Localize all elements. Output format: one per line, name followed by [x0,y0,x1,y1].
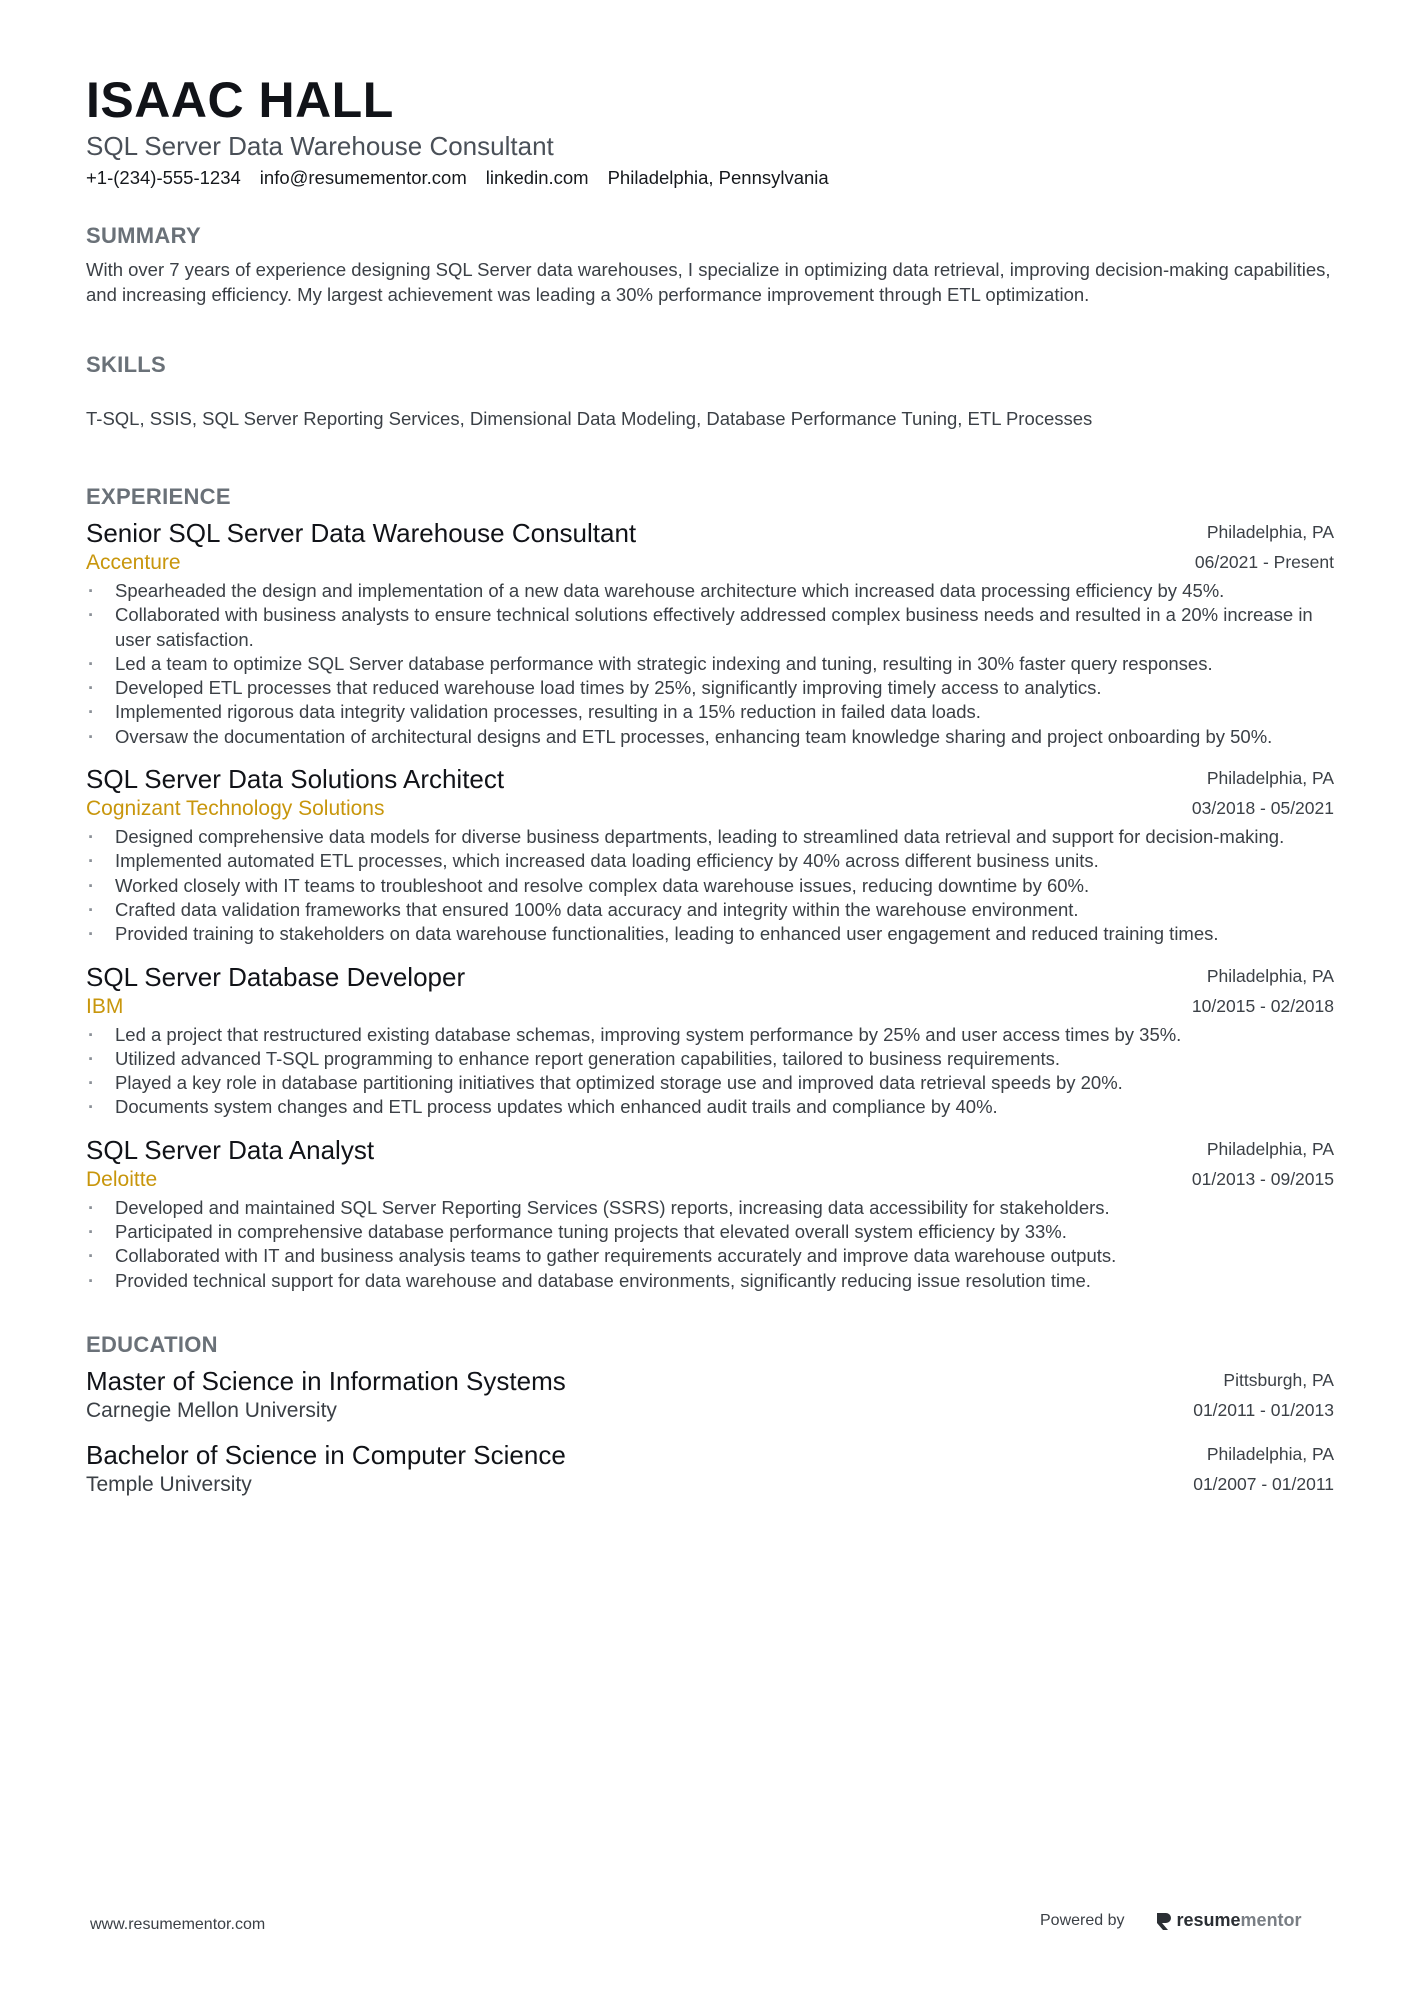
candidate-name: ISAAC HALL [86,72,394,128]
edu-school: Temple University [86,1472,252,1496]
skills-text: T-SQL, SSIS, SQL Server Reporting Services, Dimensional Data Modeling, Database Performance Tuning, ETL Processes [86,408,1093,429]
job-bullets [86,579,1334,749]
edu-location: Pittsburgh, PA [1223,1369,1334,1390]
job-bullet: · Documents system changes and ETL process updates which enhanced audit trails and compliance by 40%. [86,1095,1334,1119]
edu-dates: 01/2011 - 01/2013 [1193,1399,1334,1420]
job-dates: 01/2013 - 09/2015 [1191,1168,1334,1189]
edu-school: Carnegie Mellon University [86,1398,337,1422]
summary-text: With over 7 years of experience designing SQL Server data warehouses, I specialize in optimizing data retrieval, improving decision-making capabilities, and increasing efficiency. My largest achievement was leading a 30% performance improvement through ETL optimization. [86,259,1331,305]
experience-entry [86,961,1334,1120]
job-title: SQL Server Database Developer [86,961,466,992]
experience-entry-header [86,961,1334,1021]
footer-branding [1040,1910,1302,1931]
experience-entry [86,1134,1334,1293]
job-company: Cognizant Technology Solutions [86,797,385,821]
job-location: Philadelphia, PA [1206,768,1334,789]
brand-name-light: mentor [1240,1910,1302,1930]
education-entry [86,1439,1334,1499]
contact-phone: +1-(234)-555-1234 [86,167,241,188]
job-dates: 03/2018 - 05/2021 [1191,798,1334,819]
edu-location: Philadelphia, PA [1206,1443,1334,1464]
job-bullet: · Led a team to optimize SQL Server database performance with strategic indexing and tuning, resulting in 30% faster query responses. [86,652,1334,676]
job-bullet: · Collaborated with business analysts to ensure technical solutions effectively addressed complex business needs and resulted in a 20% increase in user satisfaction. [86,603,1334,652]
job-bullet: · Provided training to stakeholders on data warehouse functionalities, leading to enhanced user engagement and reduced training times. [86,922,1334,946]
job-title: SQL Server Data Solutions Architect [86,764,505,795]
contact-email[interactable]: info@resumementor.com [259,167,467,188]
job-company: Accenture [86,551,181,574]
job-bullet: · Led a project that restructured existing database schemas, improving system performance by 25% and user access times by 35%. [86,1023,1334,1047]
experience-list [86,517,1334,1293]
job-bullet: · Collaborated with IT and business analysis teams to gather requirements accurately and improve data warehouse outputs. [86,1244,1334,1268]
edu-dates: 01/2007 - 01/2011 [1193,1473,1334,1494]
job-location: Philadelphia, PA [1206,965,1334,986]
job-dates: 10/2015 - 02/2018 [1191,995,1334,1016]
job-bullet: · Utilized advanced T-SQL programming to enhance report generation capabilities, tailored to business requirements. [86,1047,1334,1071]
job-dates: 06/2021 - Present [1194,552,1334,572]
job-bullets [86,825,1334,946]
job-bullet: · Worked closely with IT teams to troubleshoot and resolve complex data warehouse issues, reducing downtime by 60%. [86,874,1334,898]
contact-linkedin[interactable]: linkedin.com [485,167,589,188]
education-section [86,1331,1334,1499]
job-bullets [86,1023,1334,1120]
experience-entry [86,763,1334,946]
job-bullet: · Participated in comprehensive database performance tuning projects that elevated overall system efficiency by 33%. [86,1220,1334,1244]
experience-entry-header [86,763,1334,823]
job-bullet: · Developed ETL processes that reduced warehouse load times by 25%, significantly improving timely access to analytics. [86,676,1334,700]
skills-heading: SKILLS [86,352,167,377]
edu-degree: Bachelor of Science in Computer Science [86,1439,566,1470]
brand-logo[interactable] [1155,1910,1302,1931]
contact-line [86,166,1334,190]
powered-by-label: Powered by [1040,1911,1125,1929]
footer-website[interactable]: www.resumementor.com [90,1916,266,1933]
job-company: Deloitte [86,1167,158,1191]
summary-heading: SUMMARY [86,223,201,248]
education-list [86,1365,1334,1499]
summary-section [86,222,1334,307]
job-bullet: · Designed comprehensive data models for diverse business departments, leading to streamlined data retrieval and support for decision-making. [86,825,1334,849]
experience-heading: EXPERIENCE [86,484,231,509]
job-bullet: · Implemented automated ETL processes, which increased data loading efficiency by 40% across different business units. [86,849,1334,873]
job-title: Senior SQL Server Data Warehouse Consultant [86,518,637,548]
job-location: Philadelphia, PA [1206,522,1334,542]
education-entry [86,1365,1334,1425]
job-company: IBM [86,994,124,1018]
job-bullet: · Developed and maintained SQL Server Reporting Services (SSRS) reports, increasing data accessibility for stakeholders. [86,1196,1334,1220]
resume-header [86,70,1334,190]
job-bullet: · Crafted data validation frameworks that ensured 100% data accuracy and integrity within the warehouse environment. [86,898,1334,922]
job-bullets [86,1196,1334,1293]
education-heading: EDUCATION [86,1331,218,1357]
contact-location: Philadelphia, Pennsylvania [607,167,829,188]
resume-page [86,70,1334,1499]
experience-section [86,483,1334,1293]
skills-section [86,351,1334,431]
job-bullet: · Played a key role in database partitioning initiatives that optimized storage use and improved data retrieval speeds by 20%. [86,1071,1334,1095]
education-entry-header [86,1439,1334,1499]
job-location: Philadelphia, PA [1206,1138,1334,1159]
job-bullet: · Spearheaded the design and implementation of a new data warehouse architecture which increased data processing efficiency by 45%. [86,579,1334,603]
job-bullet: · Oversaw the documentation of architectural designs and ETL processes, enhancing team knowledge sharing and project onboarding by 50%. [86,725,1334,749]
experience-entry-header [86,1134,1334,1194]
resumementor-logo-icon [1155,1911,1171,1931]
candidate-title: SQL Server Data Warehouse Consultant [86,131,554,161]
edu-degree: Master of Science in Information Systems [86,1365,566,1396]
experience-entry-header [86,517,1334,577]
education-entry-header [86,1365,1334,1425]
brand-name-bold: resume [1176,1910,1241,1930]
job-title: SQL Server Data Analyst [86,1134,375,1165]
experience-entry [86,517,1334,749]
job-bullet: · Provided technical support for data warehouse and database environments, significantly reducing issue resolution time. [86,1269,1334,1293]
job-bullet: · Implemented rigorous data integrity validation processes, resulting in a 15% reduction in failed data loads. [86,700,1334,724]
